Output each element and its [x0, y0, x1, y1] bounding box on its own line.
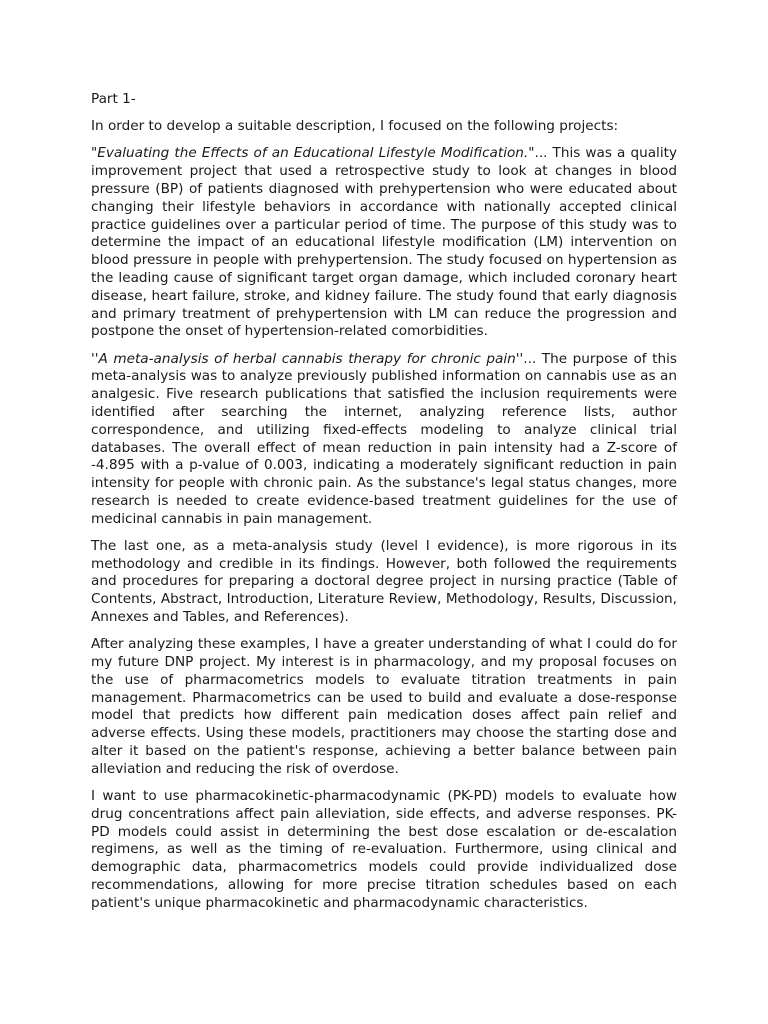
- project2-title: A meta-analysis of herbal cannabis therapy for chronic pain: [98, 350, 516, 367]
- dnp-interest-paragraph: After analyzing these examples, I have a greater understanding of what I could do for my future DNP project. My interest is in pharmacology, and my proposal focuses on the use of pharmacometrics models to evaluate titration treatments in pain management. Pharmacometrics can be used to build and evaluate a dose-response model that predicts how different pain medication doses affect pain relief and adverse effects. Using these models, practitioners may choose the starting dose and alter it based on the patient's response, achieving a better balance between pain alleviation and reducing the risk of overdose.: [91, 636, 677, 777]
- comparison-paragraph: The last one, as a meta-analysis study (level I evidence), is more rigorous in its methodology and credible in its findings. However, both followed the requirements and procedures for preparing a doctoral degree project in nursing practice (Table of Contents, Abstract, Introduction, Literature Review, Methodology, Results, Discussion, Annexes and Tables, and References).: [91, 537, 677, 626]
- intro-paragraph: In order to develop a suitable description, I focused on the following projects:: [91, 118, 619, 135]
- project2-open-quote: '': [91, 350, 99, 367]
- pkpd-paragraph: I want to use pharmacokinetic-pharmacodynamic (PK-PD) models to evaluate how drug concentrations affect pain alleviation, side effects, and adverse responses. PK-PD models could assist in determining the best dose escalation or de-escalation regimens, as well as the timing of re-evaluation. Furthermore, using clinical and demographic data, pharmacometrics models could provide individualized dose recommendations, allowing for more precise titration schedules based on each patient's unique pharmacokinetic and pharmacodynamic characteristics.: [91, 788, 677, 911]
- project1-body: "... This was a quality improvement project that used a retrospective study to look at changes in blood pressure (BP) of patients diagnosed with prehypertension who were educated about changing their lifestyle behaviors in accordance with nationally accepted clinical practice guidelines over a particular period of time. The purpose of this study was to determine the impact of an educational lifestyle modification (LM) intervention on blood pressure in people with prehypertension. The study focused on hypertension as the leading cause of significant target organ damage, which included coronary heart disease, heart failure, stroke, and kidney failure. The study found that early diagnosis and primary treatment of prehypertension with LM can reduce the progression and postpone the onset of hypertension-related comorbidities.: [91, 145, 677, 340]
- project1-open-quote: ": [91, 145, 98, 162]
- project2-body: ''... The purpose of this meta-analysis was to analyze previously published information on cannabis use as an analgesic. Five research publications that satisfied the inclusion requirements were identified after searching the internet, analyzing reference lists, author correspondence, and utilizing fixed-effects modeling to analyze clinical trial databases. The overall effect of mean reduction in pain intensity had a Z-score of -4.895 with a p-value of 0.003, indicating a moderately significant reduction in pain intensity for people with chronic pain. As the substance's legal status changes, more research is needed to create evidence-based treatment guidelines for the use of medicinal cannabis in pain management.: [91, 350, 677, 527]
- document-page: [91, 91, 677, 922]
- section-heading: Part 1-: [91, 91, 136, 107]
- project1-paragraph: [91, 145, 677, 341]
- project2-paragraph: [91, 351, 677, 529]
- project1-title: Evaluating the Effects of an Educational Lifestyle Modification.: [97, 145, 529, 162]
